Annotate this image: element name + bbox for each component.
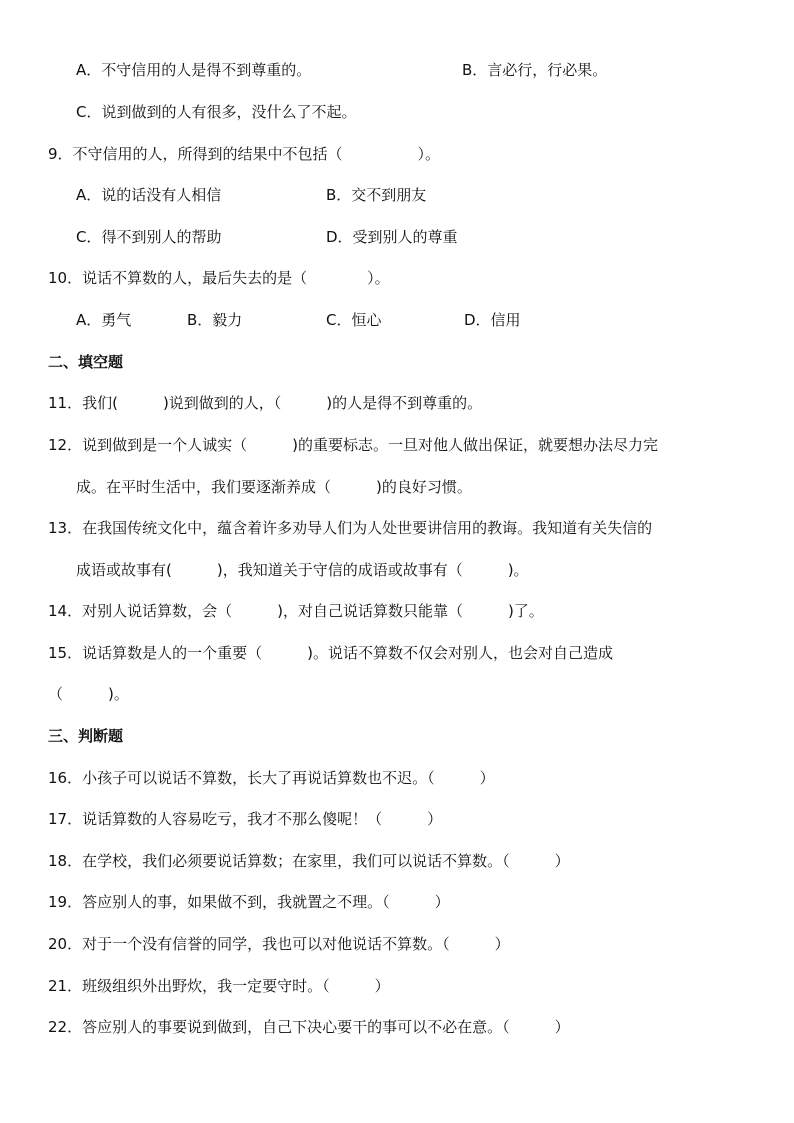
section-true-false-title: 三、判断题 [48,727,124,745]
q8-option-b: B．言必行，行必果。 [462,61,608,79]
q12-line2: 成。在平时生活中，我们要逐渐养成（ )的良好习惯。 [76,478,472,496]
q22: 22．答应别人的事要说到做到，自己下决心要干的事可以不必在意。（ ） [48,1018,570,1036]
q15-line2: （ )。 [48,685,129,703]
q14: 14．对别人说话算数，会（ )，对自己说话算数只能靠（ )了。 [48,602,544,620]
q9-option-c: C．得不到别人的帮助 [76,228,222,246]
q8-option-c: C．说到做到的人有很多，没什么了不起。 [76,103,357,121]
q17: 17．说话算数的人容易吃亏，我才不那么傻呢！（ ） [48,810,443,828]
q11: 11．我们( )说到做到的人，（ )的人是得不到尊重的。 [48,394,483,412]
q13-line1: 13．在我国传统文化中，蕴含着许多劝导人们为人处世要讲信用的教诲。我知道有关失信的 [48,519,653,537]
q12-line1: 12．说到做到是一个人诚实（ )的重要标志。一旦对他人做出保证，就要想办法尽力完 [48,436,658,454]
q15-line1: 15．说话算数是人的一个重要（ )。说话不算数不仅会对别人，也会对自己造成 [48,644,613,662]
q20: 20．对于一个没有信誉的同学，我也可以对他说话不算数。（ ） [48,935,510,953]
q10-option-b: B．毅力 [187,311,243,329]
q9-option-d: D．受到别人的尊重 [326,228,458,246]
q16: 16．小孩子可以说话不算数，长大了再说话算数也不迟。（ ） [48,769,495,787]
q8-option-a: A．不守信用的人是得不到尊重的。 [76,61,312,79]
q10-option-d: D．信用 [464,311,521,329]
q10-option-c: C．恒心 [326,311,382,329]
section-fill-blank-title: 二、填空题 [48,353,124,371]
q9-option-a: A．说的话没有人相信 [76,186,222,204]
q9-option-b: B．交不到朋友 [326,186,427,204]
q19: 19．答应别人的事，如果做不到，我就置之不理。（ ） [48,893,450,911]
q10-stem: 10．说话不算数的人，最后失去的是（ ）。 [48,269,390,287]
q18: 18．在学校，我们必须要说话算数；在家里，我们可以说话不算数。（ ） [48,852,570,870]
q10-option-a: A．勇气 [76,311,132,329]
q21: 21．班级组织外出野炊，我一定要守时。（ ） [48,977,390,995]
q9-stem: 9．不守信用的人，所得到的结果中不包括（ ）。 [48,145,441,163]
q13-line2: 成语或故事有( )，我知道关于守信的成语或故事有（ )。 [76,561,529,579]
